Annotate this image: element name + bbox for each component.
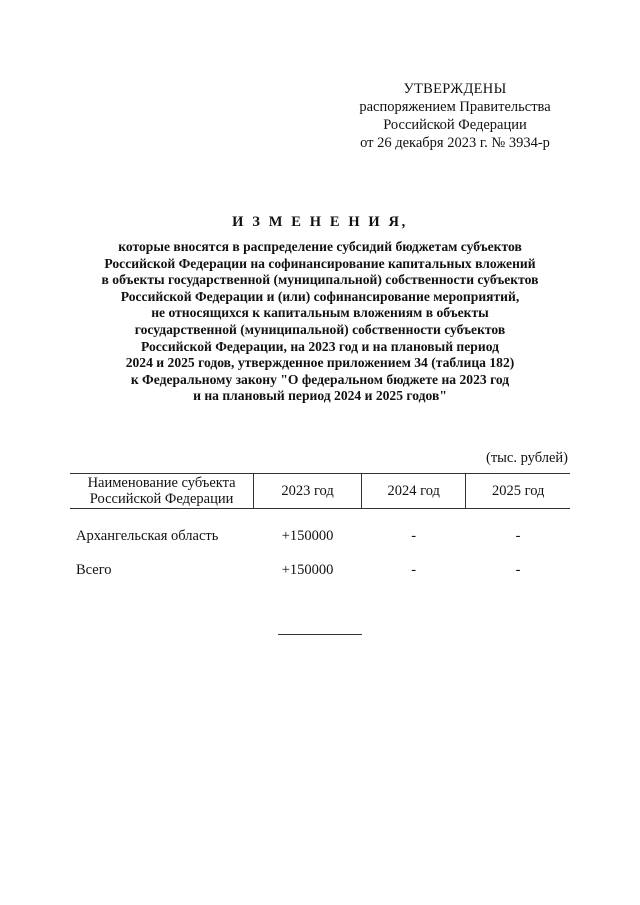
units-label: (тыс. рублей) — [486, 450, 568, 466]
table-header-row — [70, 474, 570, 509]
subtitle-line: в объекты государственной (муниципальной) собственности субъектов — [101, 272, 539, 288]
subtitle-line: к Федеральному закону "О федеральном бюджете на 2023 год — [130, 371, 510, 387]
cell-total-2023: +150000 — [281, 561, 334, 578]
cell-2024: - — [411, 527, 417, 544]
cell-total-label: Всего — [76, 561, 112, 578]
approval-issuer: распоряжением Правительства — [359, 99, 551, 115]
cell-total-2024: - — [411, 561, 417, 578]
subtitle-line: государственной (муниципальной) собственности субъектов — [134, 321, 506, 337]
cell-2023: +150000 — [281, 527, 334, 544]
subsidy-table — [70, 473, 570, 587]
cell-total-2025: - — [515, 561, 521, 578]
approval-date-number: от 26 декабря 2023 г. № 3934-р — [360, 135, 550, 151]
approval-heading: УТВЕРЖДЕНЫ — [403, 81, 507, 97]
subtitle-line: которые вносятся в распределение субсидий бюджетам субъектов — [118, 239, 522, 254]
approval-stamp — [330, 80, 580, 152]
table-row — [70, 509, 570, 554]
closing-rule — [278, 634, 362, 635]
subtitle-line: не относящихся к капитальным вложениям в объекты — [151, 305, 489, 321]
subtitle-line: Российской Федерации на софинансирование капитальных вложений — [104, 255, 536, 271]
subtitle-line: 2024 и 2025 годов, утвержденное приложением 34 (таблица 182) — [125, 355, 515, 371]
subtitle-line: Российской Федерации, на 2023 год и на плановый период — [141, 338, 499, 354]
subtitle-line: и на плановый период 2024 и 2025 годов" — [193, 388, 447, 404]
header-2024: 2024 год — [361, 474, 466, 509]
header-subject-line2: Российской Федерации — [89, 491, 234, 507]
subtitle-line: Российской Федерации и (или) софинансирование мероприятий, — [120, 288, 520, 304]
header-2025: 2025 год — [466, 474, 570, 509]
document-subtitle — [70, 239, 570, 405]
header-subject-line1: Наименование субъекта — [87, 475, 236, 491]
document-title: И З М Е Н Е Н И Я, — [232, 214, 408, 230]
cell-2025: - — [515, 527, 521, 544]
document-title-block — [70, 214, 570, 405]
header-2023: 2023 год — [254, 474, 362, 509]
approval-issuer-country: Российской Федерации — [383, 117, 527, 133]
header-subject — [70, 474, 254, 509]
cell-subject-name: Архангельская область — [76, 527, 219, 544]
table-row-total — [70, 553, 570, 587]
